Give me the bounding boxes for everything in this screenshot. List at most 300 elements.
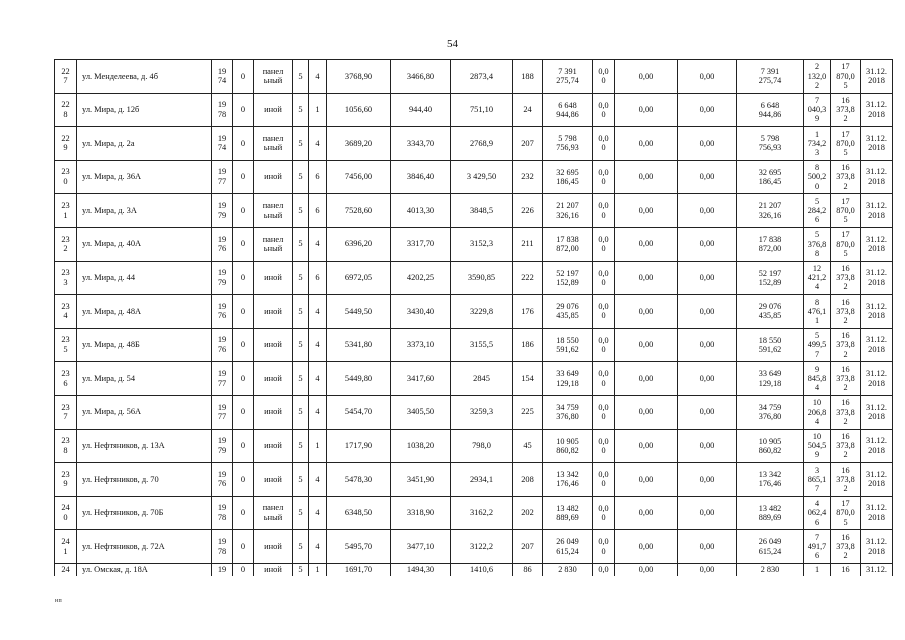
common-area-cell: 2873,4 [451,60,513,94]
total-area-cell: 5341,80 [327,328,391,362]
deadline-cell: 31.12. [861,563,893,576]
living-area-cell: 3477,10 [391,530,451,564]
total-cost-cell: 18 550 591,62 [543,328,593,362]
table-row [55,227,893,261]
max-cost-cell: 16 373,8 2 [831,395,861,429]
cost-share-3-cell: 0,00 [678,127,737,161]
cost-share-3-cell: 0,00 [678,496,737,530]
entrances-cell: 6 [309,261,327,295]
deadline-cell: 31.12. 2018 [861,93,893,127]
cost-share-1-cell: 0,0 0 [593,429,615,463]
total-area-cell: 5454,70 [327,395,391,429]
row-number-cell: 23 0 [55,160,77,194]
entrances-cell: 1 [309,93,327,127]
cost-owners-cell: 10 905 860,82 [737,429,804,463]
build-year-cell: 19 77 [212,362,233,396]
wall-material-cell: панел ьный [254,496,293,530]
floors-cell: 5 [293,496,309,530]
cost-share-1-cell: 0,0 0 [593,194,615,228]
wall-material-cell: иной [254,295,293,329]
build-year-cell: 19 78 [212,93,233,127]
residents-cell: 186 [513,328,543,362]
cost-share-2-cell: 0,00 [615,328,678,362]
residents-cell: 207 [513,530,543,564]
address-cell: ул. Мира, д. 2а [77,127,212,161]
max-cost-cell: 17 870,0 5 [831,496,861,530]
max-cost-cell: 16 373,8 2 [831,429,861,463]
specific-cost-cell: 12 421,2 4 [804,261,831,295]
total-area-cell: 6396,20 [327,227,391,261]
cost-share-2-cell: 0,00 [615,227,678,261]
row-number-cell: 23 2 [55,227,77,261]
cost-share-3-cell: 0,00 [678,93,737,127]
cost-share-1-cell: 0,0 0 [593,463,615,497]
address-cell: ул. Мира, д. 48А [77,295,212,329]
build-year-cell: 19 74 [212,127,233,161]
build-year-cell: 19 [212,563,233,576]
total-cost-cell: 29 076 435,85 [543,295,593,329]
cost-share-2-cell: 0,00 [615,496,678,530]
max-cost-cell: 17 870,0 5 [831,60,861,94]
cost-owners-cell: 18 550 591,62 [737,328,804,362]
zero-flag-cell: 0 [233,328,254,362]
common-area-cell: 3155,5 [451,328,513,362]
entrances-cell: 4 [309,395,327,429]
residents-cell: 207 [513,127,543,161]
cost-share-2-cell: 0,00 [615,295,678,329]
table-body [55,60,893,576]
zero-flag-cell: 0 [233,530,254,564]
row-number-cell: 24 [55,563,77,576]
floors-cell: 5 [293,395,309,429]
common-area-cell: 2845 [451,362,513,396]
floors-cell: 5 [293,60,309,94]
common-area-cell: 3122,2 [451,530,513,564]
floors-cell: 5 [293,261,309,295]
deadline-cell: 31.12. 2018 [861,429,893,463]
wall-material-cell: панел ьный [254,194,293,228]
cost-share-3-cell: 0,00 [678,328,737,362]
cost-share-3-cell: 0,00 [678,194,737,228]
total-cost-cell: 32 695 186,45 [543,160,593,194]
address-cell: ул. Нефтяников, д. 70 [77,463,212,497]
wall-material-cell: иной [254,563,293,576]
floors-cell: 5 [293,530,309,564]
common-area-cell: 3 429,50 [451,160,513,194]
common-area-cell: 751,10 [451,93,513,127]
wall-material-cell: иной [254,463,293,497]
cost-share-1-cell: 0,0 0 [593,93,615,127]
specific-cost-cell: 5 376,8 8 [804,227,831,261]
specific-cost-cell: 1 734,2 3 [804,127,831,161]
total-cost-cell: 33 649 129,18 [543,362,593,396]
residents-cell: 188 [513,60,543,94]
residents-cell: 225 [513,395,543,429]
total-area-cell: 6348,50 [327,496,391,530]
specific-cost-cell: 2 132,0 2 [804,60,831,94]
floors-cell: 5 [293,227,309,261]
total-cost-cell: 13 342 176,46 [543,463,593,497]
entrances-cell: 4 [309,530,327,564]
living-area-cell: 3318,90 [391,496,451,530]
floors-cell: 5 [293,295,309,329]
cost-owners-cell: 5 798 756,93 [737,127,804,161]
build-year-cell: 19 74 [212,60,233,94]
max-cost-cell: 17 870,0 5 [831,194,861,228]
cost-share-1-cell: 0,0 0 [593,160,615,194]
zero-flag-cell: 0 [233,395,254,429]
total-cost-cell: 17 838 872,00 [543,227,593,261]
wall-material-cell: иной [254,429,293,463]
zero-flag-cell: 0 [233,93,254,127]
cost-share-3-cell: 0,00 [678,563,737,576]
living-area-cell: 3373,10 [391,328,451,362]
max-cost-cell: 16 373,8 2 [831,295,861,329]
specific-cost-cell: 7 491,7 6 [804,530,831,564]
build-year-cell: 19 78 [212,496,233,530]
cost-owners-cell: 7 391 275,74 [737,60,804,94]
common-area-cell: 3590,85 [451,261,513,295]
total-cost-cell: 6 648 944,86 [543,93,593,127]
zero-flag-cell: 0 [233,295,254,329]
total-cost-cell: 26 049 615,24 [543,530,593,564]
total-cost-cell: 34 759 376,80 [543,395,593,429]
zero-flag-cell: 0 [233,194,254,228]
residents-cell: 226 [513,194,543,228]
build-year-cell: 19 77 [212,160,233,194]
total-area-cell: 5449,50 [327,295,391,329]
build-year-cell: 19 76 [212,328,233,362]
zero-flag-cell: 0 [233,362,254,396]
entrances-cell: 6 [309,194,327,228]
residents-cell: 211 [513,227,543,261]
deadline-cell: 31.12. 2018 [861,261,893,295]
cost-share-3-cell: 0,00 [678,530,737,564]
build-year-cell: 19 79 [212,194,233,228]
total-cost-cell: 21 207 326,16 [543,194,593,228]
address-cell: ул. Мира, д. 56А [77,395,212,429]
row-number-cell: 24 1 [55,530,77,564]
entrances-cell: 4 [309,295,327,329]
cost-owners-cell: 33 649 129,18 [737,362,804,396]
cost-share-1-cell: 0,0 0 [593,261,615,295]
cost-share-1-cell: 0,0 0 [593,60,615,94]
zero-flag-cell: 0 [233,227,254,261]
total-cost-cell: 5 798 756,93 [543,127,593,161]
entrances-cell: 4 [309,127,327,161]
cost-share-1-cell: 0,0 0 [593,395,615,429]
deadline-cell: 31.12. 2018 [861,362,893,396]
wall-material-cell: панел ьный [254,60,293,94]
cost-share-1-cell: 0,0 0 [593,127,615,161]
residents-cell: 86 [513,563,543,576]
cost-owners-cell: 13 482 889,69 [737,496,804,530]
deadline-cell: 31.12. 2018 [861,160,893,194]
cost-share-1-cell: 0,0 0 [593,328,615,362]
table-row [55,429,893,463]
cost-owners-cell: 21 207 326,16 [737,194,804,228]
cost-share-2-cell: 0,00 [615,93,678,127]
table-row [55,530,893,564]
row-number-cell: 23 5 [55,328,77,362]
cost-share-3-cell: 0,00 [678,395,737,429]
max-cost-cell: 16 373,8 2 [831,261,861,295]
cost-share-2-cell: 0,00 [615,60,678,94]
deadline-cell: 31.12. 2018 [861,463,893,497]
cost-share-2-cell: 0,00 [615,463,678,497]
address-cell: ул. Мира, д. 48Б [77,328,212,362]
floors-cell: 5 [293,563,309,576]
address-cell: ул. Нефтяников, д. 70Б [77,496,212,530]
deadline-cell: 31.12. 2018 [861,227,893,261]
cost-share-2-cell: 0,00 [615,395,678,429]
entrances-cell: 6 [309,160,327,194]
total-area-cell: 1056,60 [327,93,391,127]
entrances-cell: 4 [309,328,327,362]
row-number-cell: 22 9 [55,127,77,161]
table-row [55,60,893,94]
build-year-cell: 19 78 [212,530,233,564]
total-cost-cell: 2 830 [543,563,593,576]
deadline-cell: 31.12. 2018 [861,295,893,329]
row-number-cell: 23 3 [55,261,77,295]
cost-owners-cell: 32 695 186,45 [737,160,804,194]
entrances-cell: 4 [309,227,327,261]
table-row [55,496,893,530]
address-cell: ул. Менделеева, д. 4б [77,60,212,94]
row-number-cell: 24 0 [55,496,77,530]
residents-cell: 202 [513,496,543,530]
cost-share-1-cell: 0,0 0 [593,496,615,530]
common-area-cell: 1410,6 [451,563,513,576]
deadline-cell: 31.12. 2018 [861,530,893,564]
zero-flag-cell: 0 [233,127,254,161]
table-row [55,328,893,362]
wall-material-cell: иной [254,328,293,362]
total-cost-cell: 13 482 889,69 [543,496,593,530]
build-year-cell: 19 76 [212,227,233,261]
cost-share-2-cell: 0,00 [615,194,678,228]
floors-cell: 5 [293,160,309,194]
wall-material-cell: иной [254,530,293,564]
address-cell: ул. Мира, д. 36А [77,160,212,194]
build-year-cell: 19 76 [212,295,233,329]
max-cost-cell: 16 [831,563,861,576]
specific-cost-cell: 5 499,5 7 [804,328,831,362]
specific-cost-cell: 3 865,1 7 [804,463,831,497]
deadline-cell: 31.12. 2018 [861,60,893,94]
residents-cell: 154 [513,362,543,396]
cost-share-2-cell: 0,00 [615,362,678,396]
address-cell: ул. Мира, д. 54 [77,362,212,396]
row-number-cell: 22 8 [55,93,77,127]
cost-share-2-cell: 0,00 [615,563,678,576]
total-cost-cell: 10 905 860,82 [543,429,593,463]
specific-cost-cell: 1 [804,563,831,576]
specific-cost-cell: 5 284,2 6 [804,194,831,228]
address-cell: ул. Мира, д. 3А [77,194,212,228]
cost-share-1-cell: 0,0 [593,563,615,576]
max-cost-cell: 17 870,0 5 [831,127,861,161]
entrances-cell: 4 [309,463,327,497]
build-year-cell: 19 79 [212,429,233,463]
living-area-cell: 3846,40 [391,160,451,194]
table-row [55,563,893,576]
common-area-cell: 2768,9 [451,127,513,161]
common-area-cell: 3259,3 [451,395,513,429]
living-area-cell: 1038,20 [391,429,451,463]
common-area-cell: 3848,5 [451,194,513,228]
table-row [55,93,893,127]
table-row [55,194,893,228]
total-cost-cell: 52 197 152,89 [543,261,593,295]
cost-share-1-cell: 0,0 0 [593,227,615,261]
cost-share-3-cell: 0,00 [678,60,737,94]
total-area-cell: 7528,60 [327,194,391,228]
living-area-cell: 3317,70 [391,227,451,261]
zero-flag-cell: 0 [233,496,254,530]
floors-cell: 5 [293,362,309,396]
floors-cell: 5 [293,328,309,362]
build-year-cell: 19 79 [212,261,233,295]
residents-cell: 45 [513,429,543,463]
cost-share-3-cell: 0,00 [678,261,737,295]
cost-share-3-cell: 0,00 [678,429,737,463]
specific-cost-cell: 7 040,3 9 [804,93,831,127]
max-cost-cell: 16 373,8 2 [831,93,861,127]
cost-share-1-cell: 0,0 0 [593,362,615,396]
total-area-cell: 1717,90 [327,429,391,463]
zero-flag-cell: 0 [233,160,254,194]
residents-cell: 222 [513,261,543,295]
residents-cell: 208 [513,463,543,497]
cost-owners-cell: 52 197 152,89 [737,261,804,295]
floors-cell: 5 [293,463,309,497]
total-area-cell: 3768,90 [327,60,391,94]
table-row [55,261,893,295]
deadline-cell: 31.12. 2018 [861,127,893,161]
cost-share-1-cell: 0,0 0 [593,295,615,329]
living-area-cell: 3451,90 [391,463,451,497]
specific-cost-cell: 8 500,2 0 [804,160,831,194]
living-area-cell: 3466,80 [391,60,451,94]
specific-cost-cell: 8 476,1 1 [804,295,831,329]
wall-material-cell: иной [254,93,293,127]
max-cost-cell: 17 870,0 5 [831,227,861,261]
table-row [55,395,893,429]
address-cell: ул. Мира, д. 12б [77,93,212,127]
zero-flag-cell: 0 [233,429,254,463]
living-area-cell: 3417,60 [391,362,451,396]
build-year-cell: 19 76 [212,463,233,497]
wall-material-cell: иной [254,362,293,396]
living-area-cell: 3430,40 [391,295,451,329]
specific-cost-cell: 4 062,4 6 [804,496,831,530]
cost-owners-cell: 6 648 944,86 [737,93,804,127]
residents-cell: 24 [513,93,543,127]
specific-cost-cell: 10 504,5 9 [804,429,831,463]
address-cell: ул. Мира, д. 40А [77,227,212,261]
max-cost-cell: 16 373,8 2 [831,328,861,362]
living-area-cell: 4202,25 [391,261,451,295]
cost-share-3-cell: 0,00 [678,362,737,396]
row-number-cell: 23 8 [55,429,77,463]
zero-flag-cell: 0 [233,261,254,295]
total-area-cell: 5449,80 [327,362,391,396]
deadline-cell: 31.12. 2018 [861,395,893,429]
row-number-cell: 22 7 [55,60,77,94]
cost-owners-cell: 2 830 [737,563,804,576]
row-number-cell: 23 9 [55,463,77,497]
address-cell: ул. Мира, д. 44 [77,261,212,295]
entrances-cell: 1 [309,563,327,576]
common-area-cell: 3229,8 [451,295,513,329]
floors-cell: 5 [293,429,309,463]
wall-material-cell: панел ьный [254,227,293,261]
residents-cell: 176 [513,295,543,329]
total-area-cell: 7456,00 [327,160,391,194]
total-area-cell: 5478,30 [327,463,391,497]
cost-owners-cell: 17 838 872,00 [737,227,804,261]
table-row [55,362,893,396]
total-cost-cell: 7 391 275,74 [543,60,593,94]
zero-flag-cell: 0 [233,463,254,497]
floors-cell: 5 [293,194,309,228]
max-cost-cell: 16 373,8 2 [831,160,861,194]
living-area-cell: 3343,70 [391,127,451,161]
cost-owners-cell: 34 759 376,80 [737,395,804,429]
zero-flag-cell: 0 [233,563,254,576]
living-area-cell: 944,40 [391,93,451,127]
floors-cell: 5 [293,127,309,161]
deadline-cell: 31.12. 2018 [861,496,893,530]
wall-material-cell: панел ьный [254,127,293,161]
cost-owners-cell: 29 076 435,85 [737,295,804,329]
max-cost-cell: 16 373,8 2 [831,463,861,497]
cost-owners-cell: 26 049 615,24 [737,530,804,564]
cost-share-2-cell: 0,00 [615,429,678,463]
cost-share-1-cell: 0,0 0 [593,530,615,564]
specific-cost-cell: 9 845,8 4 [804,362,831,396]
entrances-cell: 4 [309,362,327,396]
common-area-cell: 798,0 [451,429,513,463]
living-area-cell: 1494,30 [391,563,451,576]
row-number-cell: 23 1 [55,194,77,228]
table-row [55,463,893,497]
cost-share-3-cell: 0,00 [678,295,737,329]
address-cell: ул. Нефтяников, д. 13А [77,429,212,463]
cost-share-3-cell: 0,00 [678,463,737,497]
cost-share-3-cell: 0,00 [678,160,737,194]
row-number-cell: 23 7 [55,395,77,429]
max-cost-cell: 16 373,8 2 [831,530,861,564]
living-area-cell: 3405,50 [391,395,451,429]
common-area-cell: 3152,3 [451,227,513,261]
table-row [55,160,893,194]
cost-share-2-cell: 0,00 [615,530,678,564]
footer-mark: нп [55,598,63,604]
deadline-cell: 31.12. 2018 [861,194,893,228]
cost-share-2-cell: 0,00 [615,160,678,194]
wall-material-cell: иной [254,395,293,429]
total-area-cell: 1691,70 [327,563,391,576]
housing-registry-table [54,59,893,576]
residents-cell: 232 [513,160,543,194]
row-number-cell: 23 4 [55,295,77,329]
address-cell: ул. Омская, д. 18А [77,563,212,576]
total-area-cell: 5495,70 [327,530,391,564]
table-row [55,295,893,329]
